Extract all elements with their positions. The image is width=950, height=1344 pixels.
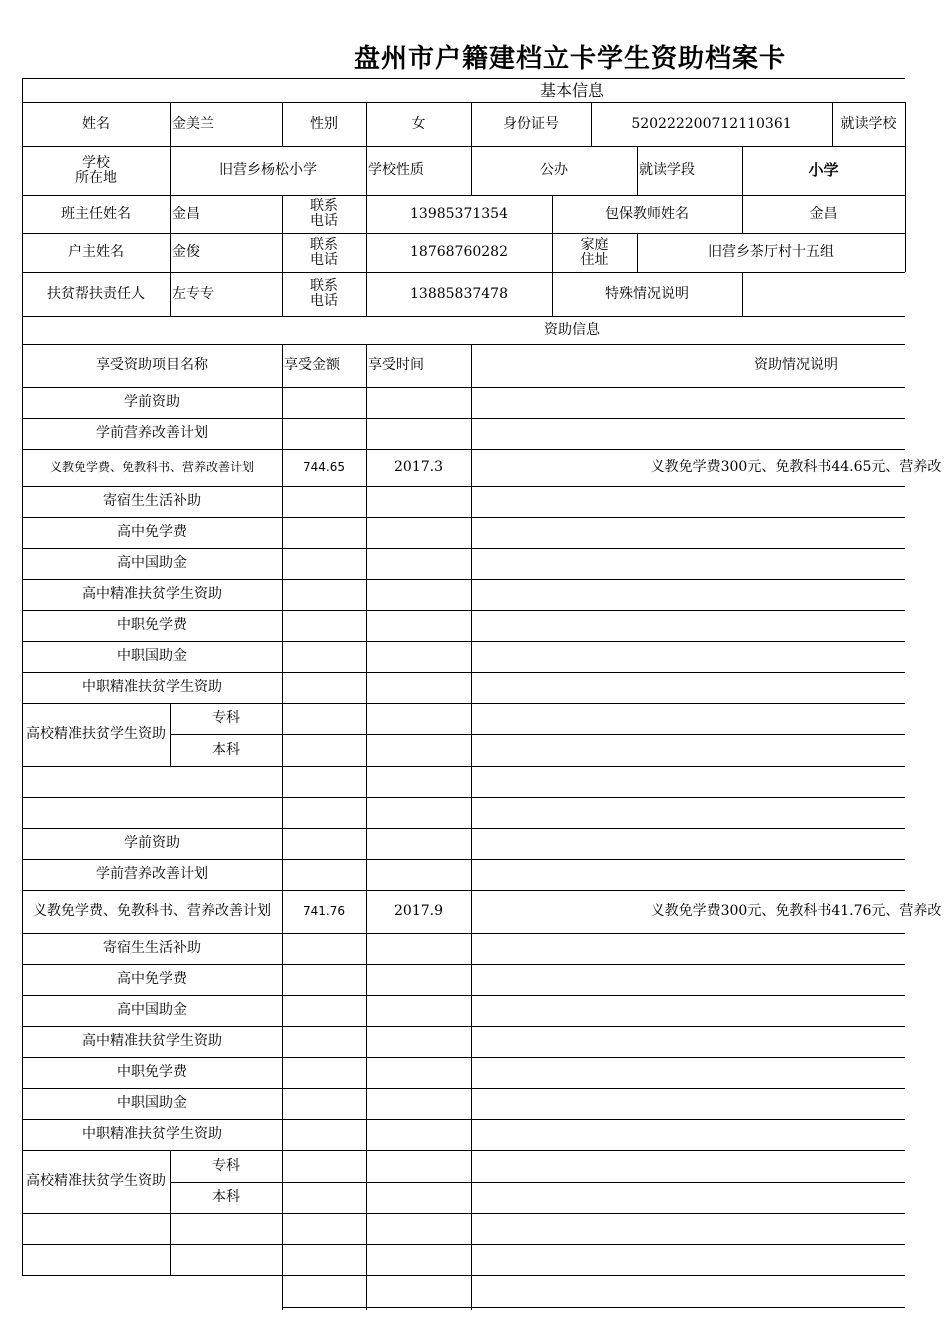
guard-teacher-value: 金昌: [809, 205, 838, 222]
college-sub-bachelor: 本科: [212, 1189, 240, 1205]
helper-phone-label: 联系 电话: [310, 278, 338, 309]
school-label: 就读学校: [840, 115, 897, 132]
aid-amount: [282, 672, 366, 703]
aid-amount: [282, 387, 366, 418]
aid-amount: [282, 486, 366, 517]
aid-item-name: 中职国助金: [117, 1095, 187, 1111]
stage-label: 就读学段: [639, 162, 695, 178]
aid-amount: [282, 828, 366, 859]
aid-amount: [282, 641, 366, 672]
aid-description: [471, 859, 950, 890]
aid-item-name: 高中免学费: [117, 524, 187, 540]
address-value: 旧营乡茶厅村十五组: [708, 244, 834, 260]
aid-time: [366, 387, 471, 418]
aid-item-name: 义教免学费、免教科书、营养改善计划: [33, 903, 271, 919]
aid-amount: [282, 964, 366, 995]
aid-time: [366, 964, 471, 995]
stage-value: 小学: [808, 161, 839, 179]
aid-description: [471, 1088, 950, 1119]
college-aid-label: 高校精准扶贫学生资助: [26, 726, 166, 742]
college-sub-associate: 专科: [212, 1157, 240, 1174]
aid-amount: [282, 1088, 366, 1119]
aid-amount: [282, 1057, 366, 1088]
aid-description: [471, 641, 950, 672]
aid-amount: [282, 1026, 366, 1057]
aid-amount: [282, 610, 366, 641]
aid-amount: [282, 517, 366, 548]
school-location-label: 学校 所在地: [75, 154, 117, 186]
teacher-phone-value: 13985371354: [410, 205, 508, 222]
aid-time: [366, 672, 471, 703]
aid-time: [366, 418, 471, 449]
aid-description: [471, 387, 950, 418]
teacher-value: 金昌: [172, 205, 200, 222]
special-label: 特殊情况说明: [605, 285, 689, 302]
aid-description: [471, 672, 950, 703]
aid-description: [471, 933, 950, 964]
aid-item-name: 中职免学费: [117, 1064, 187, 1080]
aid-time: [366, 579, 471, 610]
aid-description: [471, 1026, 950, 1057]
aid-description: [471, 1057, 950, 1088]
page-title: 盘州市户籍建档立卡学生资助档案卡: [353, 44, 786, 74]
aid-description: [471, 995, 950, 1026]
aid-item-name: 寄宿生生活补助: [103, 493, 201, 509]
id-value: 520222200712110361: [631, 115, 792, 132]
aid-amount: [282, 1119, 366, 1150]
school-type-label: 学校性质: [368, 162, 424, 178]
aid-description: [471, 964, 950, 995]
address-label: 家庭 住址: [580, 236, 609, 268]
aid-description: 义教免学费300元、免教科书44.65元、营养改: [650, 459, 942, 475]
householder-phone-value: 18768760282: [410, 244, 508, 260]
aid-amount: [282, 995, 366, 1026]
section-aid-info: 资助信息: [544, 321, 600, 338]
aid-description: [471, 610, 950, 641]
id-label: 身份证号: [503, 115, 559, 132]
aid-description: [471, 486, 950, 517]
aid-time: [366, 641, 471, 672]
aid-time: [366, 610, 471, 641]
aid-time: 2017.9: [394, 903, 443, 919]
aid-time: [366, 1026, 471, 1057]
aid-time: [366, 1088, 471, 1119]
helper-phone-value: 13885837478: [410, 285, 508, 302]
aid-time: [366, 933, 471, 964]
aid-time: [366, 486, 471, 517]
aid-item-name: 学前营养改善计划: [96, 866, 208, 882]
aid-amount: 741.76: [303, 904, 345, 918]
name-label: 姓名: [82, 115, 110, 132]
college-sub-associate: 专科: [212, 710, 240, 726]
col-time-header: 享受时间: [368, 357, 424, 373]
householder-label: 户主姓名: [68, 244, 124, 260]
aid-amount: [282, 418, 366, 449]
aid-item-name: 高中国助金: [117, 1002, 187, 1018]
college-sub-bachelor: 本科: [212, 741, 240, 758]
aid-item-name: 义教免学费、免教科书、营养改善计划: [49, 460, 254, 474]
aid-description: [471, 418, 950, 449]
section-basic-info: 基本信息: [539, 81, 604, 100]
aid-item-name: 高中免学费: [117, 971, 187, 987]
gender-value: 女: [411, 115, 426, 132]
college-aid-label: 高校精准扶贫学生资助: [26, 1173, 166, 1189]
special-value: [742, 272, 905, 316]
aid-amount: 744.65: [303, 460, 345, 474]
school-type-value: 公办: [540, 162, 568, 178]
aid-item-name: 高中精准扶贫学生资助: [82, 586, 222, 602]
aid-time: [366, 859, 471, 890]
gender-label: 性别: [310, 115, 338, 132]
aid-item-name: 学前营养改善计划: [96, 425, 208, 441]
school-location-value: 旧营乡杨松小学: [219, 162, 317, 178]
col-desc-header: 资助情况说明: [754, 357, 838, 373]
aid-time: [366, 828, 471, 859]
aid-item-name: 中职免学费: [117, 617, 187, 633]
guard-teacher-label: 包保教师姓名: [605, 205, 689, 222]
aid-description: [471, 828, 950, 859]
aid-amount: [282, 579, 366, 610]
aid-item-name: 高中国助金: [117, 555, 187, 571]
aid-time: [366, 517, 471, 548]
aid-description: 义教免学费300元、免教科书41.76元、营养改: [650, 903, 942, 919]
helper-value: 左专专: [172, 285, 214, 302]
aid-item-name: 中职精准扶贫学生资助: [82, 679, 222, 695]
aid-time: [366, 1119, 471, 1150]
teacher-phone-label: 联系 电话: [310, 198, 338, 229]
col-amount-header: 享受金额: [284, 357, 340, 373]
aid-time: [366, 548, 471, 579]
aid-amount: [282, 933, 366, 964]
aid-description: [471, 517, 950, 548]
aid-description: [471, 579, 950, 610]
aid-description: [471, 1119, 950, 1150]
col-item-header: 享受资助项目名称: [96, 357, 208, 373]
aid-amount: [282, 859, 366, 890]
aid-time: 2017.3: [394, 459, 443, 475]
teacher-label: 班主任姓名: [61, 205, 131, 222]
householder-phone-label: 联系 电话: [310, 236, 338, 268]
aid-time: [366, 995, 471, 1026]
aid-item-name: 中职国助金: [117, 648, 187, 664]
aid-item-name: 中职精准扶贫学生资助: [82, 1126, 222, 1142]
helper-label: 扶贫帮扶责任人: [47, 285, 145, 302]
aid-item-name: 寄宿生生活补助: [103, 940, 201, 956]
aid-item-name: 高中精准扶贫学生资助: [82, 1033, 222, 1049]
aid-item-name: 学前资助: [124, 835, 180, 851]
aid-item-name: 学前资助: [124, 394, 180, 410]
aid-time: [366, 1057, 471, 1088]
aid-description: [471, 548, 950, 579]
householder-value: 金俊: [172, 244, 200, 260]
name-value: 金美兰: [172, 115, 214, 132]
aid-amount: [282, 548, 366, 579]
